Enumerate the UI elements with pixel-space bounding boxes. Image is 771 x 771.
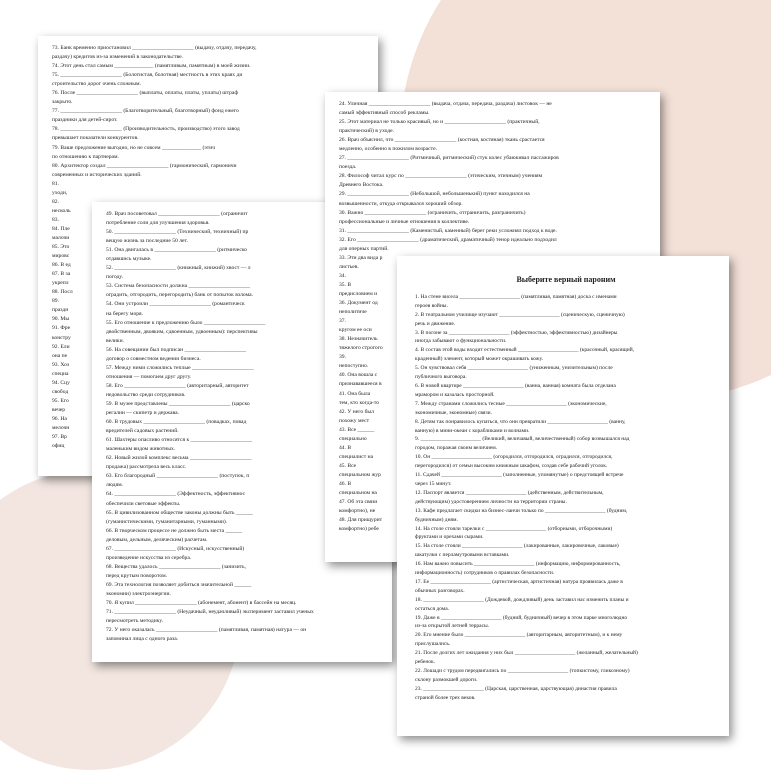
worksheet-line: похожу мест: [339, 417, 370, 424]
worksheet-line: 26. Врач объяснил, что ______________________ (костная, костяная) ткань срастается: [339, 137, 545, 144]
worksheet-line: информационность) сотрудников о правилах безопасности.: [415, 570, 555, 577]
worksheet-line: 47. Об эта связи: [339, 499, 378, 506]
worksheet-line: 62. Новый жилой комплекс весьма ______________________: [106, 455, 252, 462]
worksheet-line: 96. На: [52, 415, 67, 422]
worksheet-line: запоминал лица с одного раза.: [106, 636, 179, 643]
worksheet-line: 6. В новой квартире ______________________ (ванна, ванная) комната была отделана: [415, 383, 616, 390]
worksheet-line: Древнего Востока.: [339, 182, 384, 189]
worksheet-line: 12. Паспорт является ______________________ (действенным, действительным,: [415, 489, 604, 496]
worksheet-line: 49. Врач посоветовал ______________________ (ограничит: [106, 211, 248, 217]
worksheet-line: 52. ______________________ (книжный, книжий) хвост — л: [106, 265, 251, 272]
worksheet-line: офиц: [52, 443, 65, 450]
worksheet-line: праздн: [52, 307, 69, 314]
worksheet-line: 17. Ее ______________________ (артистическая, артистичная) натура проявилась даже в: [415, 578, 623, 585]
worksheet-line: закрыто.: [52, 99, 73, 106]
worksheet-line: краденный) элемент, который может окрашивать кожу.: [415, 356, 544, 363]
worksheet-line: листьев.: [339, 263, 359, 270]
worksheet-line: 29. ______________________ (Небольшой, небольшенький) пункт находился на: [339, 191, 530, 198]
worksheet-line: признававшееся в: [339, 381, 382, 388]
worksheet-line: вредителей садовых растений.: [106, 428, 179, 435]
worksheet-line: 35. В: [339, 281, 352, 288]
worksheet-line: перегородился) от семьи высоким книжным шкафом, создав себе рабочий уголок.: [415, 463, 608, 470]
worksheet-line: 2. В театральном училище изучают ______________________ (сценическую, сценичную): [415, 311, 625, 318]
worksheet-line: 58. Его ______________________ (авторитарный, авторитет: [106, 382, 249, 389]
worksheet-line: вещую жизнь за последние 50 лет.: [106, 238, 188, 245]
worksheet-line: 86. В ед: [52, 262, 71, 269]
worksheet-line: речь и движение.: [415, 320, 456, 327]
worksheet-line: 55. Его отношение к предложению было ______________________: [106, 319, 266, 326]
worksheet-line: 85. Это: [52, 244, 70, 251]
worksheet-page-4: [397, 256, 729, 736]
worksheet-line: кругом ее осн: [339, 327, 372, 334]
worksheet-line: 83.: [52, 216, 59, 223]
worksheet-line: 65. В цивилизованном обществе законы должны быть ______: [106, 509, 253, 516]
worksheet-line: склону размокшей дороги.: [415, 676, 478, 683]
worksheet-line: поезда.: [339, 164, 357, 171]
worksheet-line: вечер: [52, 406, 66, 413]
worksheet-line: 36. Документ од: [339, 300, 378, 307]
worksheet-line: комфортно) ребе: [339, 526, 379, 533]
worksheet-line: свобод: [52, 388, 69, 395]
worksheet-line: специалист на: [339, 453, 374, 460]
worksheet-line: произведение искусства из серебра.: [106, 554, 192, 561]
worksheet-line: мелочн: [52, 424, 70, 431]
worksheet-line: ребенок.: [415, 659, 436, 666]
worksheet-line: она пе: [52, 352, 68, 359]
worksheet-line: недовольство среди сотрудников.: [106, 391, 186, 398]
worksheet-line: предисловием и: [339, 290, 378, 297]
worksheet-line: превышает показатели конкурентов.: [52, 135, 139, 142]
worksheet-line: 95. Его: [52, 397, 69, 404]
worksheet-line: практический) в уходе.: [339, 128, 395, 135]
worksheet-line: 59. В музее представлены ______________________ (царско: [106, 400, 250, 407]
worksheet-line: 69. Эта технология позволяет добиться значительной ______: [106, 581, 252, 588]
worksheet-line: 3. В погоне за ______________________ (эффектностью, эффективностью) дизайнеры: [415, 329, 618, 336]
worksheet-line: специа: [52, 370, 69, 377]
worksheet-line: остаться дома.: [415, 605, 450, 612]
worksheet-line: 78. ______________________ (Производительность, производство) этого завод: [52, 126, 240, 133]
worksheet-line: продажа) рассмотрела весь класс.: [106, 464, 187, 471]
worksheet-line: 56. На совещании был подписан ______________________: [106, 346, 247, 353]
worksheet-line: раздачу) кредитов из-за изменений в законодательстве.: [52, 54, 183, 61]
worksheet-line: двойственным, двояким, сдвоенным, удвоенным): перспективы: [106, 328, 258, 335]
worksheet-line: 20. Его мнение было ______________________ (авторитарным, авторитетным), и к нему: [415, 632, 623, 639]
worksheet-line: 63. Его благородный ______________________ (поступок, п: [106, 473, 250, 480]
worksheet-line: 87. В за: [52, 271, 71, 278]
worksheet-line: возвышенности, откуда открывался хороший обзор.: [339, 200, 463, 207]
worksheet-line: маленьким видом животных.: [106, 446, 176, 453]
worksheet-line: специально: [339, 435, 367, 442]
worksheet-line: профессиональные и личные отношения в коллективе.: [339, 218, 470, 225]
worksheet-line: мрамором и казалась просторной.: [415, 391, 495, 398]
worksheet-line: 34.: [339, 272, 346, 279]
worksheet-line: ванную) в мини-океан с корабликами и волнами.: [415, 427, 530, 434]
worksheet-line: будничным) дням.: [415, 516, 458, 523]
worksheet-line: 10. Он ______________________ (огородился, отгородился, оградился, отгородился,: [415, 454, 613, 461]
worksheet-line: 89.: [52, 298, 59, 305]
worksheet-line: обеспечили световые эффекты.: [106, 500, 181, 507]
worksheet-line: обычных разговорах.: [415, 587, 465, 594]
worksheet-line: современных и исторических зданий.: [52, 171, 142, 178]
worksheet-line: деловым, дельным, деляческим) расчетам.: [106, 536, 208, 543]
worksheet-line: укрепл: [52, 280, 69, 287]
worksheet-line: 14. На столе стояли тарелки с ______________________ (отборными, отборочными): [415, 525, 613, 532]
worksheet-line: (гуманистическими, гуманитарными, гуманными).: [106, 518, 228, 525]
worksheet-line: шкатулки с перламутровыми вставками.: [415, 552, 510, 559]
worksheet-line: констру: [52, 334, 71, 341]
worksheet-line: 44. В: [339, 444, 352, 451]
worksheet-line: иногда забывают о функциональности.: [415, 338, 507, 345]
worksheet-line: специальном жур: [339, 471, 381, 478]
worksheet-line: публичного выговора.: [415, 374, 467, 381]
worksheet-line: погоду.: [106, 274, 124, 281]
worksheet-line: 4. В состав этой воды входит естественный ______________________ (красочный, красящий,: [415, 347, 635, 354]
worksheet-line: 24. Уличная ______________________ (выдача, отдача, передача, раздача) листовок — не: [339, 101, 552, 107]
worksheet-line: 13. Кафе предлагает скидки на бизнес-ланчи только по ______________________ (будним,: [415, 507, 628, 514]
worksheet-line: отношения — помогаем друг другу.: [106, 373, 192, 380]
worksheet-line: героев войны.: [415, 302, 448, 309]
worksheet-line: на берегу моря.: [106, 310, 144, 317]
worksheet-line: 1. На стене висела ______________________ (памятливая, памятная) доска с именами: [415, 293, 617, 300]
worksheet-line: малочи: [52, 234, 70, 241]
worksheet-line: тем, кто когда-то: [339, 399, 380, 406]
worksheet-line: перед крутым поворотом.: [106, 572, 168, 579]
worksheet-line: 81.: [52, 180, 59, 187]
worksheet-line: 70. Я купил ______________________ (абонемент, абонент) в бассейн на месяц.: [106, 600, 297, 607]
worksheet-line: 15. На столе стояли ______________________ (лакированные, лакировочные, лаковые): [415, 543, 619, 550]
worksheet-line: 25. Этот материал не только красивый, но и ______________________ (практичный,: [339, 119, 540, 126]
worksheet-line: самый эффективный способ рекламы.: [339, 110, 430, 117]
worksheet-line: пересмотреть методику.: [106, 618, 163, 625]
worksheet-title: Выберите верный пароним: [516, 275, 616, 284]
worksheet-line: 71. ______________________ (Неудачный, неудачливый) эксперимент заставил ученых: [106, 609, 314, 616]
worksheet-line: 45. Все: [339, 462, 357, 469]
worksheet-line: отдавшись музыке.: [106, 256, 152, 263]
worksheet-line: действующим) удостоверением личности на территории страны.: [415, 498, 567, 505]
worksheet-line: 28. Философ читал курс по ______________________ (этическим, этичным) учениям: [339, 173, 543, 180]
worksheet-line: мировс: [52, 253, 70, 260]
worksheet-line: через 15 минут.: [415, 480, 452, 487]
worksheet-line: несколь: [52, 207, 71, 214]
worksheet-line: 93. Хоз: [52, 361, 70, 368]
worksheet-line: медленно, особенно в пожилом возрасте.: [339, 146, 437, 153]
worksheet-line: 5. Он чувствовал себя ______________________ (униженным, унизительным) после: [415, 365, 613, 372]
worksheet-line: строительство дорог очень сложным.: [52, 81, 141, 88]
worksheet-line: 94. Сцу: [52, 379, 70, 386]
worksheet-line: договор о совместном ведении бизнеса.: [106, 355, 201, 362]
worksheet-line: 60. В трудовых ______________________ (повадках, повад: [106, 419, 247, 426]
worksheet-line: 41. Она была: [339, 390, 371, 397]
worksheet-line: для оперных партий.: [339, 245, 389, 252]
worksheet-line: специальном на: [339, 490, 377, 497]
worksheet-line: 64. ______________________ (Эффектность, эффективнос: [106, 491, 246, 498]
worksheet-line: 11. Сдачей ______________________ (заполненные, упомянутые) о предстоящей встрече: [415, 472, 624, 479]
worksheet-line: 7. Между странами сложились тесные ______________________ (экономические,: [415, 400, 607, 407]
worksheet-line: 40. Она вошла с: [339, 372, 378, 379]
worksheet-line: экономии) электроэнергии.: [106, 590, 171, 597]
worksheet-line: 22. Лошади с трудом передвигались по ______________________ (топкистому, гликозному): [415, 668, 630, 675]
worksheet-line: 88. Посл: [52, 289, 73, 296]
worksheet-line: 32. Его ______________________ (драматический, драматичный) тенор идеально подходил: [339, 236, 557, 243]
worksheet-line: потребление соли для улучшения здоровья.: [106, 220, 210, 227]
worksheet-line: 54. Они устроили ______________________ (романтическ: [106, 301, 245, 308]
worksheet-line: 33. Эти два вида р: [339, 254, 383, 261]
worksheet-line: 61. Шахтеры опасливо относятся к ______________________: [106, 437, 253, 444]
worksheet-line: велики.: [106, 337, 124, 344]
worksheet-line: 39.: [339, 354, 346, 361]
worksheet-line: праздники для детей-сирот.: [52, 117, 118, 124]
worksheet-line: 82.: [52, 198, 59, 205]
worksheet-line: 18. ______________________ (Дождевой, дождливый) день заставил нас изменить планы и: [415, 596, 629, 603]
worksheet-line: 9. ______________________ (Великий, величавый, величественный) собор возвышался над: [415, 436, 630, 443]
worksheet-line: 77. ______________________ (Благотворительный, благотворный) фонд ежего: [52, 108, 239, 115]
worksheet-line: неполитиче: [339, 309, 367, 316]
worksheet-line: 84. Пле: [52, 225, 70, 232]
worksheet-line: 67. ______________________ (Искусный, искусственный): [106, 545, 245, 552]
worksheet-line: 68. Вещества удалось ______________________ (занизить,: [106, 563, 246, 570]
worksheet-line: 42. У него был: [339, 408, 374, 415]
worksheet-line: 76. После ______________________ (выплаты, оплаты, платы, уплаты) штраф: [52, 90, 238, 97]
worksheet-line: 74. Этот день стал самым ______________ (памятливым, памятным) в моей жизни.: [52, 63, 251, 70]
worksheet-line: 19. Даже в ______________________ (будний, будничный) вечер в этом парке многолюдно: [415, 614, 628, 621]
worksheet-line: 38. Незначитель: [339, 336, 378, 343]
worksheet-line: 48. Для прищурит: [339, 517, 383, 524]
worksheet-line: регалии — скипетр и держава.: [106, 410, 179, 417]
worksheet-line: 75. ______________________ (Болотистая, болотная) местность в этих краях ди: [52, 72, 243, 79]
worksheet-line: 90. Мы: [52, 316, 70, 323]
worksheet-line: людям.: [106, 482, 124, 489]
worksheet-line: непоступно.: [339, 363, 369, 370]
worksheet-line: 97. Вр: [52, 434, 67, 441]
worksheet-line: 30. Важно ______________________ (ограничить, отграничить, разграничить): [339, 209, 526, 216]
worksheet-line: экономичные, экономные) связи.: [415, 409, 492, 416]
worksheet-line: из-за открытой летней террасы.: [415, 623, 490, 630]
worksheet-line: городом, поражая своим величием.: [415, 445, 498, 452]
worksheet-line: 57. Между ними сложились теплые ______________________: [106, 364, 254, 371]
worksheet-line: 72. У него оказалась ______________________ (памятливая, памятная) натура — он: [106, 627, 307, 634]
worksheet-line: страной более трех веков.: [415, 694, 476, 701]
worksheet-line: 43. Все ______: [339, 426, 375, 433]
worksheet-line: фруктами и орехами сырами.: [415, 534, 484, 541]
worksheet-line: 80. Архитектор создал ______________________ (гармонический, гармоничн: [52, 162, 237, 169]
worksheet-line: 51. Она двигалась в ______________________ (ритмическо: [106, 247, 248, 254]
worksheet-line: 66. В творческом процессе не должно быть места ______: [106, 527, 243, 534]
worksheet-line: 91. Фре: [52, 325, 71, 332]
worksheet-line: 21. После долгих лет ожидания у них был ______________________ (желанный, желательный): [415, 650, 638, 657]
worksheet-line: 37.: [339, 318, 346, 325]
worksheet-line: 53. Система безопасности должна ______________________: [106, 283, 251, 290]
worksheet-line: 31. ______________________ (Каменистый, каменный) берег реки усложнял подход к воде.: [339, 227, 557, 234]
worksheet-line: 27. ______________________ (Ритмичный, ритмический) стук колес убаюкивал пассажиров: [339, 155, 559, 162]
worksheet-line: 50. ______________________ (Технический, техничный) пр: [106, 229, 249, 236]
worksheet-line: 73. Банк временно приостановил ______________________ (выдачу, отдачу, передачу,: [52, 45, 257, 51]
worksheet-line: 8. Детям так понравилось купаться, что они превратили ______________________ (ванну,: [415, 418, 626, 425]
worksheet-line: 16. Нам важно повысить ______________________ (информацию, информированность,: [415, 561, 621, 568]
worksheet-line: 46. В: [339, 480, 352, 487]
worksheet-line: комфортно), не: [339, 508, 376, 515]
worksheet-line: прислушались.: [415, 641, 451, 648]
worksheet-line: 23. ______________________ (Царская, царственная, царствующая) династия правила: [415, 685, 617, 692]
worksheet-line: 92. Ели: [52, 343, 70, 350]
worksheet-line: уходи,: [52, 189, 68, 196]
worksheet-line: 79. Ваше предложение выгодно, но не совсем ______________ (этич: [52, 144, 216, 151]
worksheet-line: оградить, отгородить, перегородить) банк от попыток взлома.: [106, 292, 253, 299]
worksheet-line: по отношению к партнерам.: [52, 153, 119, 160]
worksheet-line: тяжелого строгого: [339, 345, 383, 352]
